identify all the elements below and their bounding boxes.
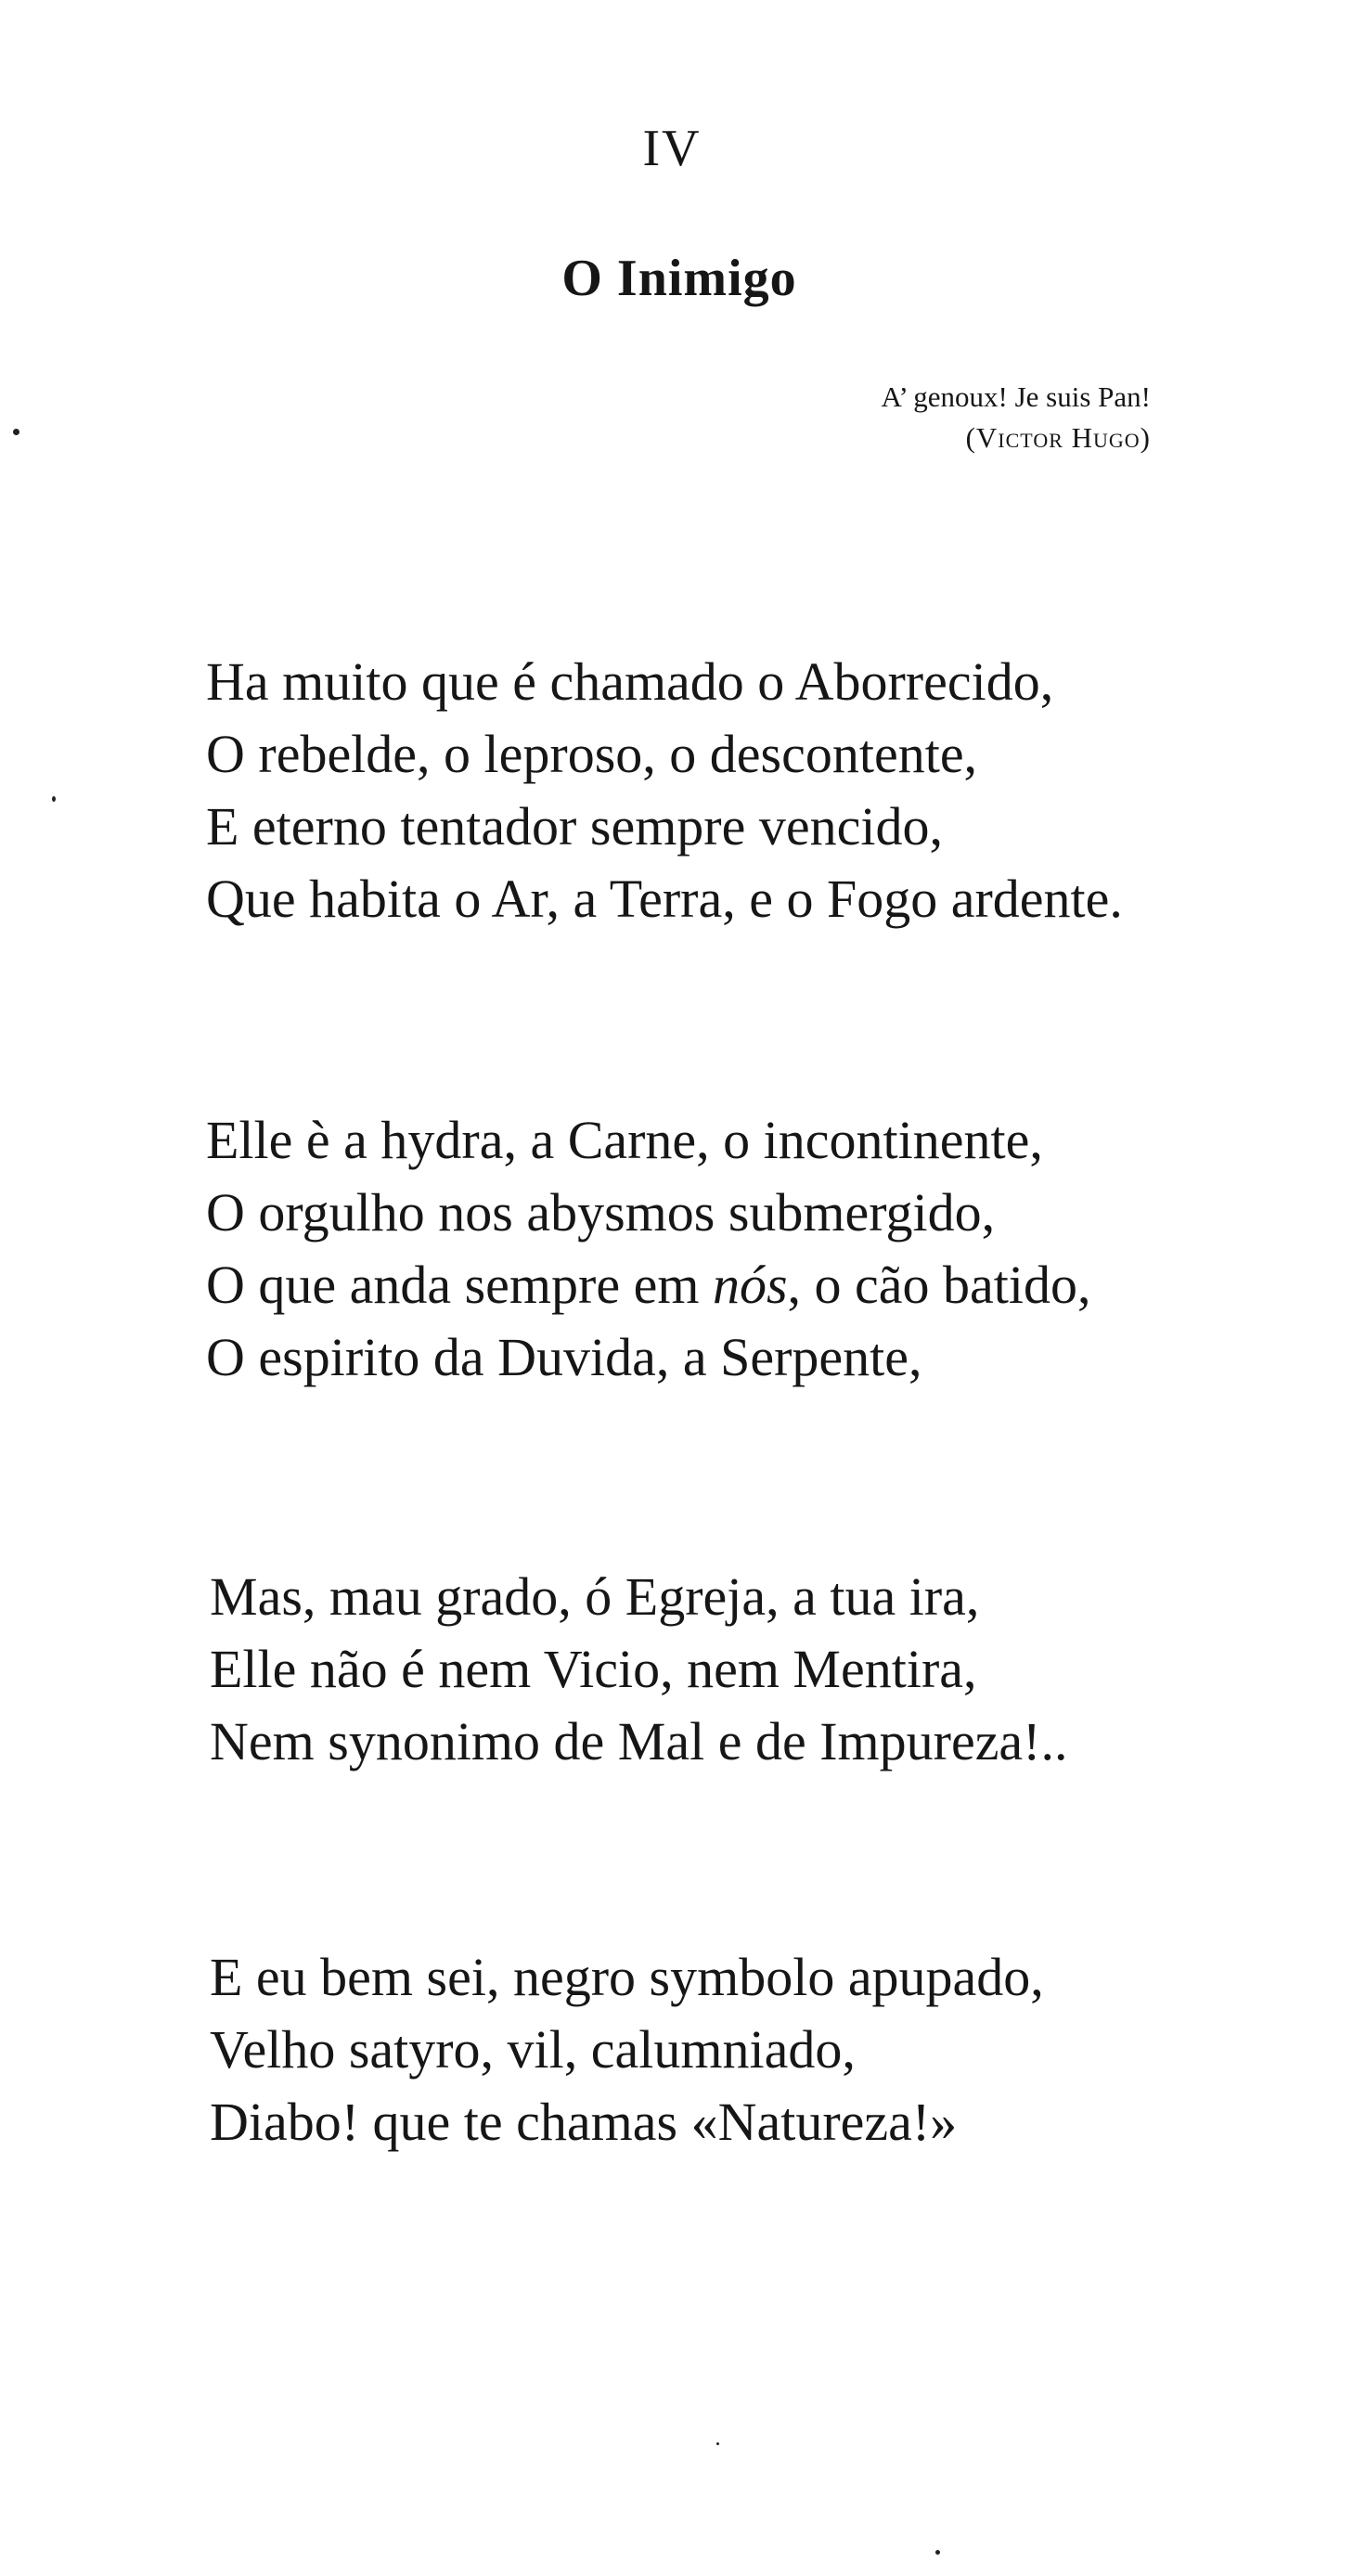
stanza-3	[210, 1561, 1068, 1778]
print-speck	[52, 796, 56, 802]
verse-fragment: , o cão batido,	[787, 1255, 1091, 1315]
epigraph-attribution: (Victor Hugo)	[965, 421, 1151, 454]
verse-line: E eterno tentador sempre vencido,	[206, 796, 943, 857]
print-speck	[935, 2550, 940, 2555]
verse-line: Velho satyro, vil, calumniado,	[210, 2019, 856, 2080]
verse-line: Ha muito que é chamado o Aborrecido,	[206, 651, 1054, 712]
verse-line: O espirito da Duvida, a Serpente,	[206, 1327, 922, 1387]
print-speck	[716, 2442, 719, 2445]
verse-line	[206, 1249, 1091, 1321]
verse-line: Diabo! que te chamas «Natureza!»	[210, 2092, 958, 2152]
verse-line: Que habita o Ar, a Terra, e o Fogo ardente.	[206, 869, 1123, 929]
print-speck	[13, 429, 19, 435]
section-number: IV	[642, 120, 702, 177]
stanza-2	[206, 1104, 1091, 1394]
epigraph-quote: A’ genoux! Je suis Pan!	[881, 380, 1151, 413]
poem-title: O Inimigo	[561, 250, 797, 307]
epigraph	[882, 377, 1151, 458]
verse-line: Mas, mau grado, ó Egreja, a tua ira,	[210, 1566, 980, 1627]
verse-emphasis: nós	[712, 1255, 788, 1315]
verse-line: Elle è a hydra, a Carne, o incontinente,	[206, 1110, 1043, 1170]
verse-line: Nem synonimo de Mal e de Impureza!..	[210, 1711, 1068, 1771]
verse-line: O rebelde, o leproso, o descontente,	[206, 724, 978, 784]
verse-line: O orgulho nos abysmos submergido,	[206, 1182, 996, 1243]
verse-line: Elle não é nem Vicio, nem Mentira,	[210, 1639, 977, 1699]
verse-line: E eu bem sei, negro symbolo apupado,	[210, 1947, 1044, 2007]
stanza-4	[210, 1941, 1044, 2158]
verse-fragment: O que anda sempre em	[206, 1255, 713, 1315]
stanza-1	[206, 646, 1123, 935]
